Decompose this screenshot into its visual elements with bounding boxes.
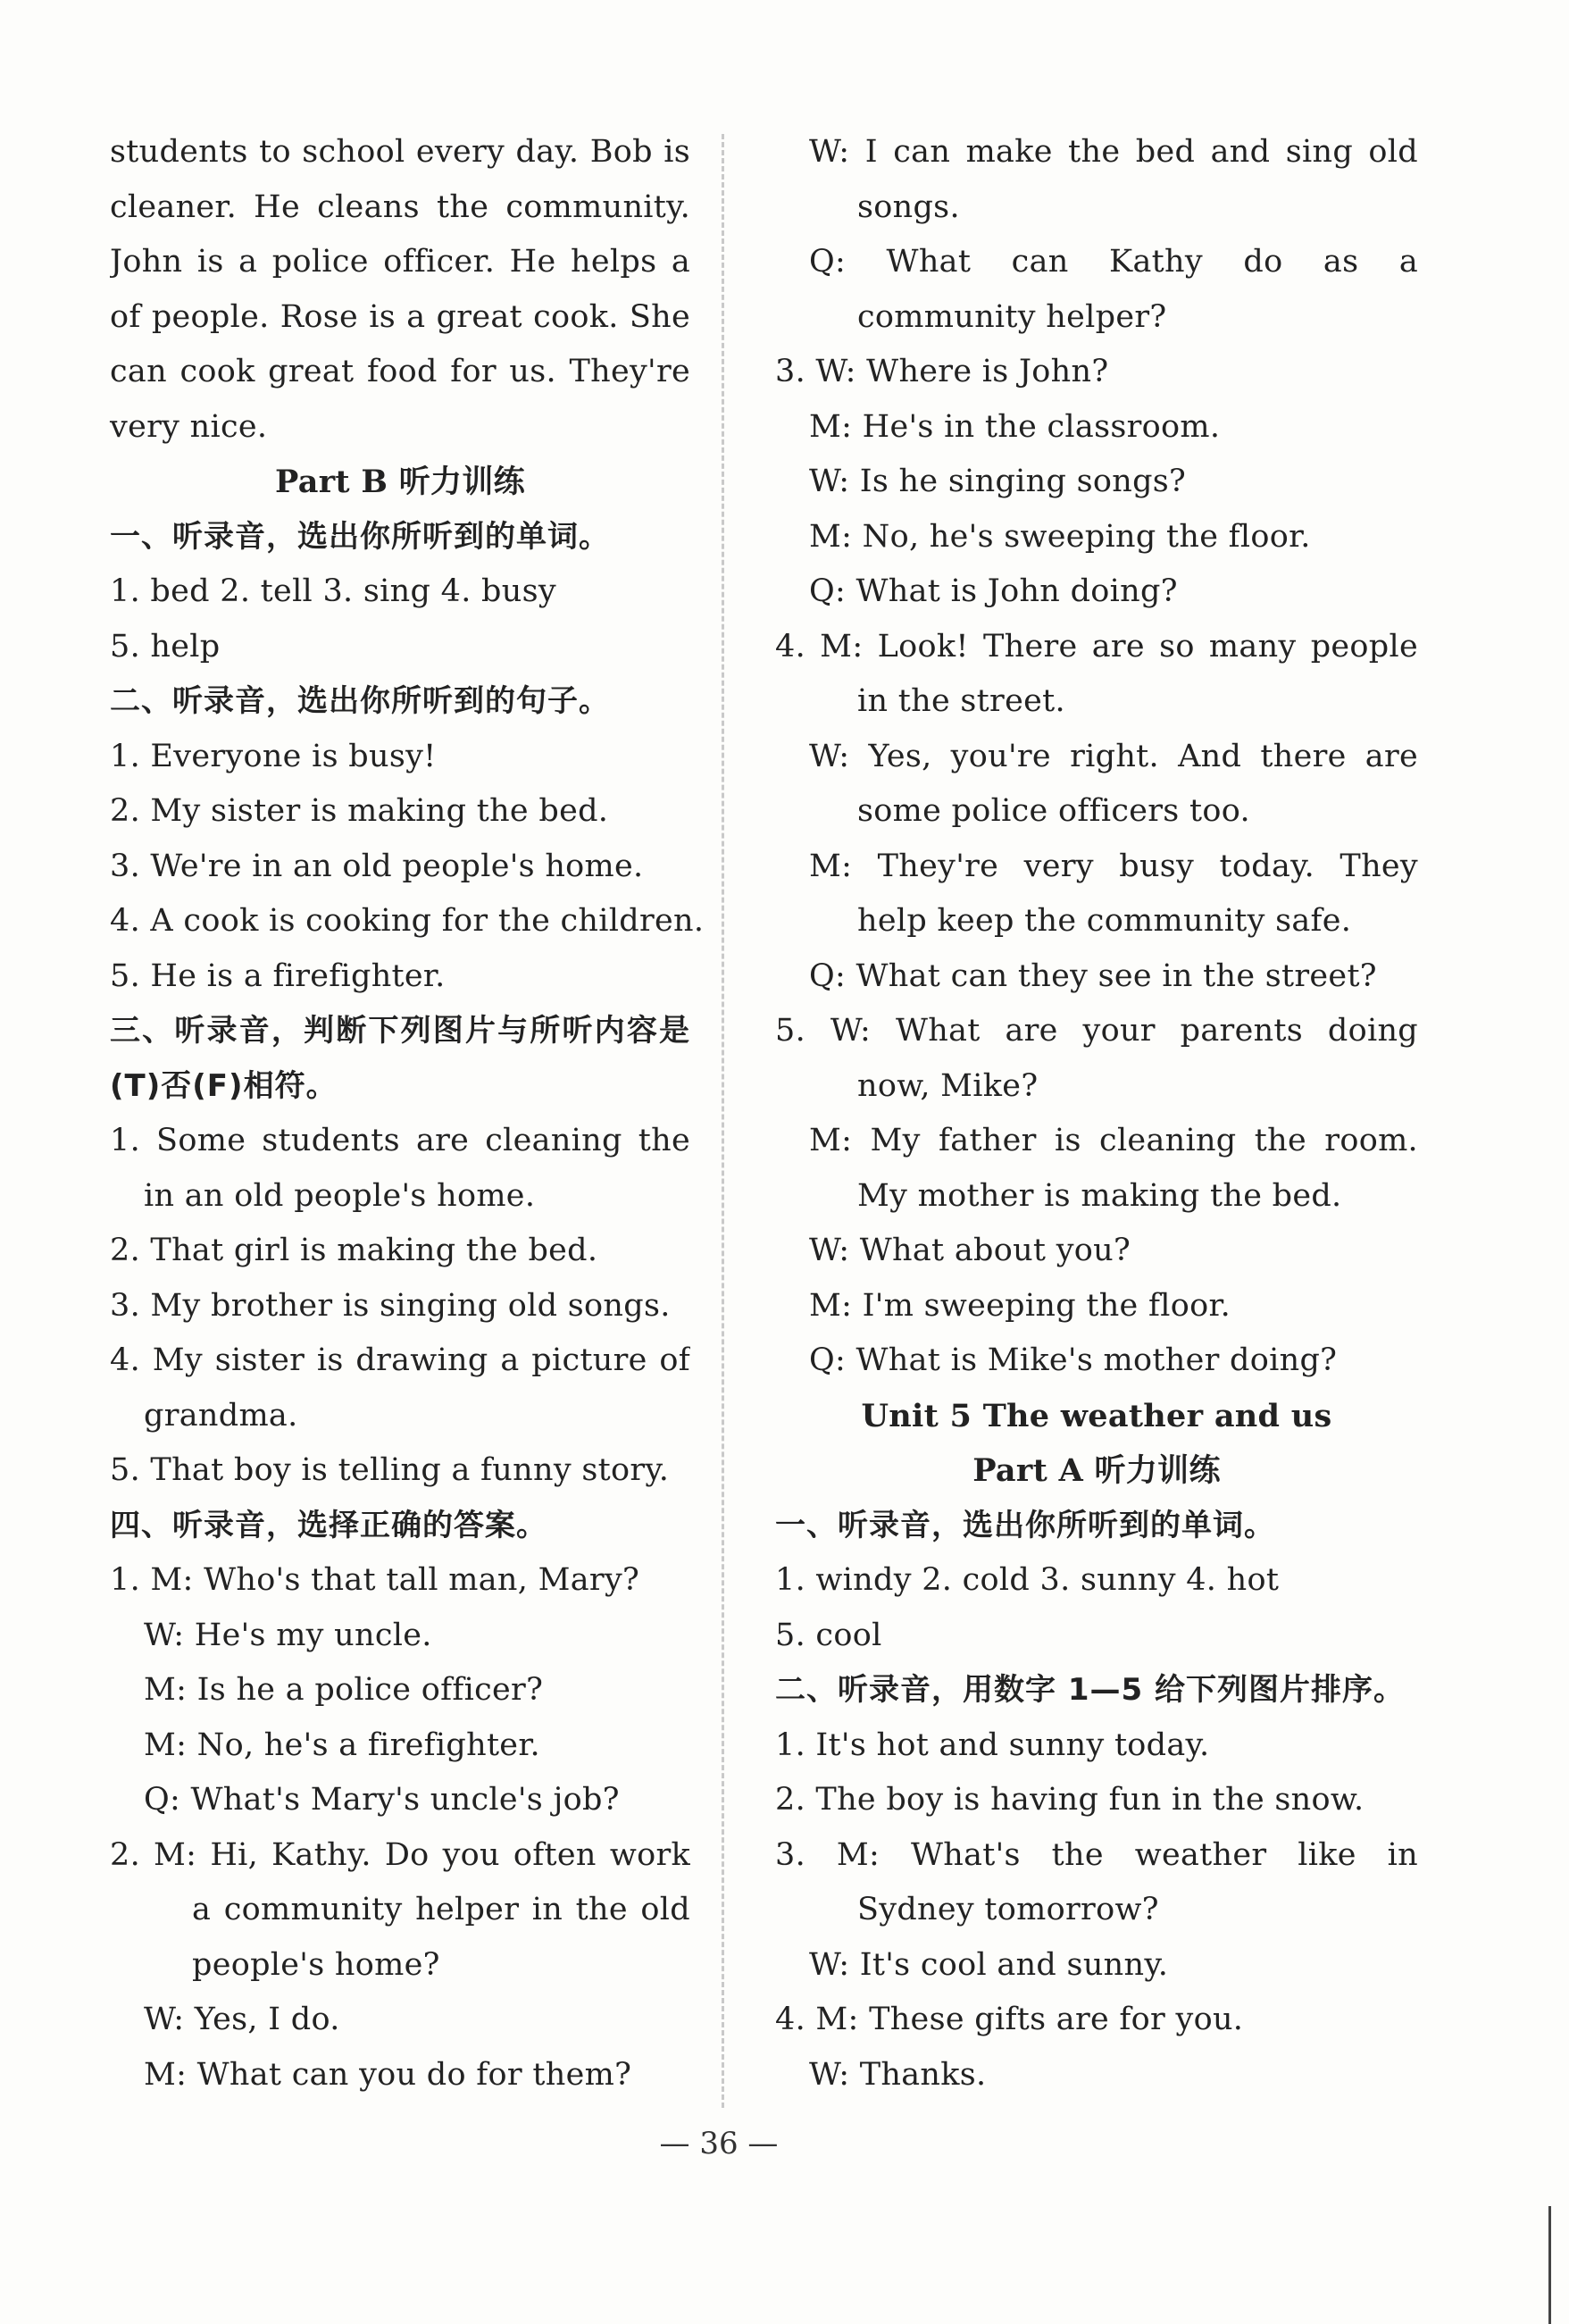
section-heading: 一、听录音，选出你所听到的单词。 [775, 1507, 1275, 1543]
text-line: 5. cool [775, 1617, 882, 1653]
text-line: W: It's cool and sunny. [809, 1946, 1169, 1983]
text-line: Q: What is John doing? [809, 573, 1178, 609]
text-line: Q: What can they see in the street? [809, 957, 1377, 994]
text-line: W: I can make the bed and sing old [809, 134, 1418, 170]
text-line: Part B 听力训练 [275, 464, 525, 500]
section-heading: 一、听录音，选出你所听到的单词。 [110, 518, 610, 555]
text-line: W: He's my uncle. [144, 1617, 432, 1653]
text-line: 4. My sister is drawing a picture of [110, 1342, 690, 1378]
text-line: 1. windy 2. cold 3. sunny 4. hot [775, 1562, 1280, 1598]
text-line: a community helper in the old [192, 1892, 690, 1927]
text-line: 1. bed 2. tell 3. sing 4. busy [110, 573, 556, 609]
text-line: 5. help [110, 628, 221, 665]
text-line: 1. M: Who's that tall man, Mary? [110, 1562, 640, 1598]
text-line: students to school every day. Bob is [110, 134, 690, 170]
text-line: now, Mike? [857, 1067, 1039, 1104]
text-line: W: Yes, you're right. And there are [809, 738, 1418, 774]
text-line: My mother is making the bed. [857, 1177, 1342, 1214]
text-line: 2. My sister is making the bed. [110, 793, 609, 829]
text-line: 5. That boy is telling a funny story. [110, 1452, 670, 1488]
section-heading: 四、听录音，选择正确的答案。 [110, 1507, 547, 1543]
text-line: Unit 5 The weather and us [861, 1397, 1332, 1434]
text-line: help keep the community safe. [857, 903, 1352, 939]
text-line: M: I'm sweeping the floor. [809, 1287, 1231, 1324]
section-heading: 二、听录音，用数字 1—5 给下列图片排序。 [775, 1672, 1405, 1708]
text-line: W: Is he singing songs? [809, 464, 1187, 499]
text-line: 2. The boy is having fun in the snow. [775, 1782, 1365, 1818]
text-line: M: He's in the classroom. [809, 408, 1221, 445]
text-line: 2. M: Hi, Kathy. Do you often work [110, 1836, 690, 1873]
text-line: 3. My brother is singing old songs. [110, 1287, 671, 1324]
column-divider [722, 134, 724, 2108]
text-line: 1. Some students are cleaning the [110, 1123, 690, 1158]
text-line: M: They're very busy today. They [809, 848, 1418, 884]
text-line: John is a police officer. He helps a [110, 244, 690, 280]
text-line: community helper? [857, 298, 1167, 335]
text-line: M: No, he's a firefighter. [144, 1726, 540, 1763]
text-line: 4. M: Look! There are so many people [775, 628, 1418, 665]
text-line: Q: What can Kathy do as a [809, 244, 1418, 280]
text-line: Q: What is Mike's mother doing? [809, 1342, 1338, 1378]
text-line: 1. It's hot and sunny today. [775, 1726, 1210, 1763]
text-line: people's home? [192, 1946, 440, 1983]
text-line: 4. M: These gifts are for you. [775, 2002, 1244, 2037]
text-line: can cook great food for us. They're [110, 354, 690, 389]
text-line: M: No, he's sweeping the floor. [809, 518, 1311, 555]
text-line: 3. M: What's the weather like in [775, 1836, 1418, 1873]
text-line: some police officers too. [857, 793, 1250, 829]
section-heading: 二、听录音，选出你所听到的句子。 [110, 683, 610, 719]
text-line: very nice. [110, 408, 268, 445]
text-line: in an old people's home. [144, 1177, 536, 1214]
text-line: W: What about you? [809, 1233, 1131, 1268]
text-line: cleaner. He cleans the community. [110, 188, 690, 225]
text-line: Part A 听力训练 [972, 1452, 1221, 1489]
text-line: grandma. [144, 1397, 298, 1434]
text-line: of people. Rose is a great cook. She [110, 298, 690, 335]
page-edge-mark [1548, 2206, 1551, 2324]
section-heading: (T)否(F)相符。 [110, 1067, 338, 1104]
text-line: 5. He is a firefighter. [110, 957, 446, 994]
text-line: 3. W: Where is John? [775, 354, 1109, 389]
text-line: W: Thanks. [809, 2056, 987, 2093]
text-line: Sydney tomorrow? [857, 1892, 1159, 1927]
text-line: 1. Everyone is busy! [110, 738, 437, 774]
left-column [110, 125, 705, 2102]
text-line: 2. That girl is making the bed. [110, 1233, 598, 1268]
text-line: W: Yes, I do. [144, 2002, 340, 2037]
text-line: M: Is he a police officer? [144, 1672, 544, 1708]
text-line: songs. [857, 188, 960, 225]
text-line: in the street. [857, 683, 1065, 719]
right-column [775, 125, 1418, 2102]
text-line: 4. A cook is cooking for the children. [110, 903, 705, 939]
text-line: 3. We're in an old people's home. [110, 848, 644, 884]
section-heading: 三、听录音，判断下列图片与所听内容是 [110, 1013, 690, 1049]
text-line: Q: What's Mary's uncle's job? [144, 1782, 620, 1818]
text-line: 5. W: What are your parents doing [775, 1013, 1418, 1049]
page-number: — 36 — [659, 2126, 779, 2161]
text-line: M: What can you do for them? [144, 2056, 632, 2093]
text-line: M: My father is cleaning the room. [809, 1123, 1418, 1158]
